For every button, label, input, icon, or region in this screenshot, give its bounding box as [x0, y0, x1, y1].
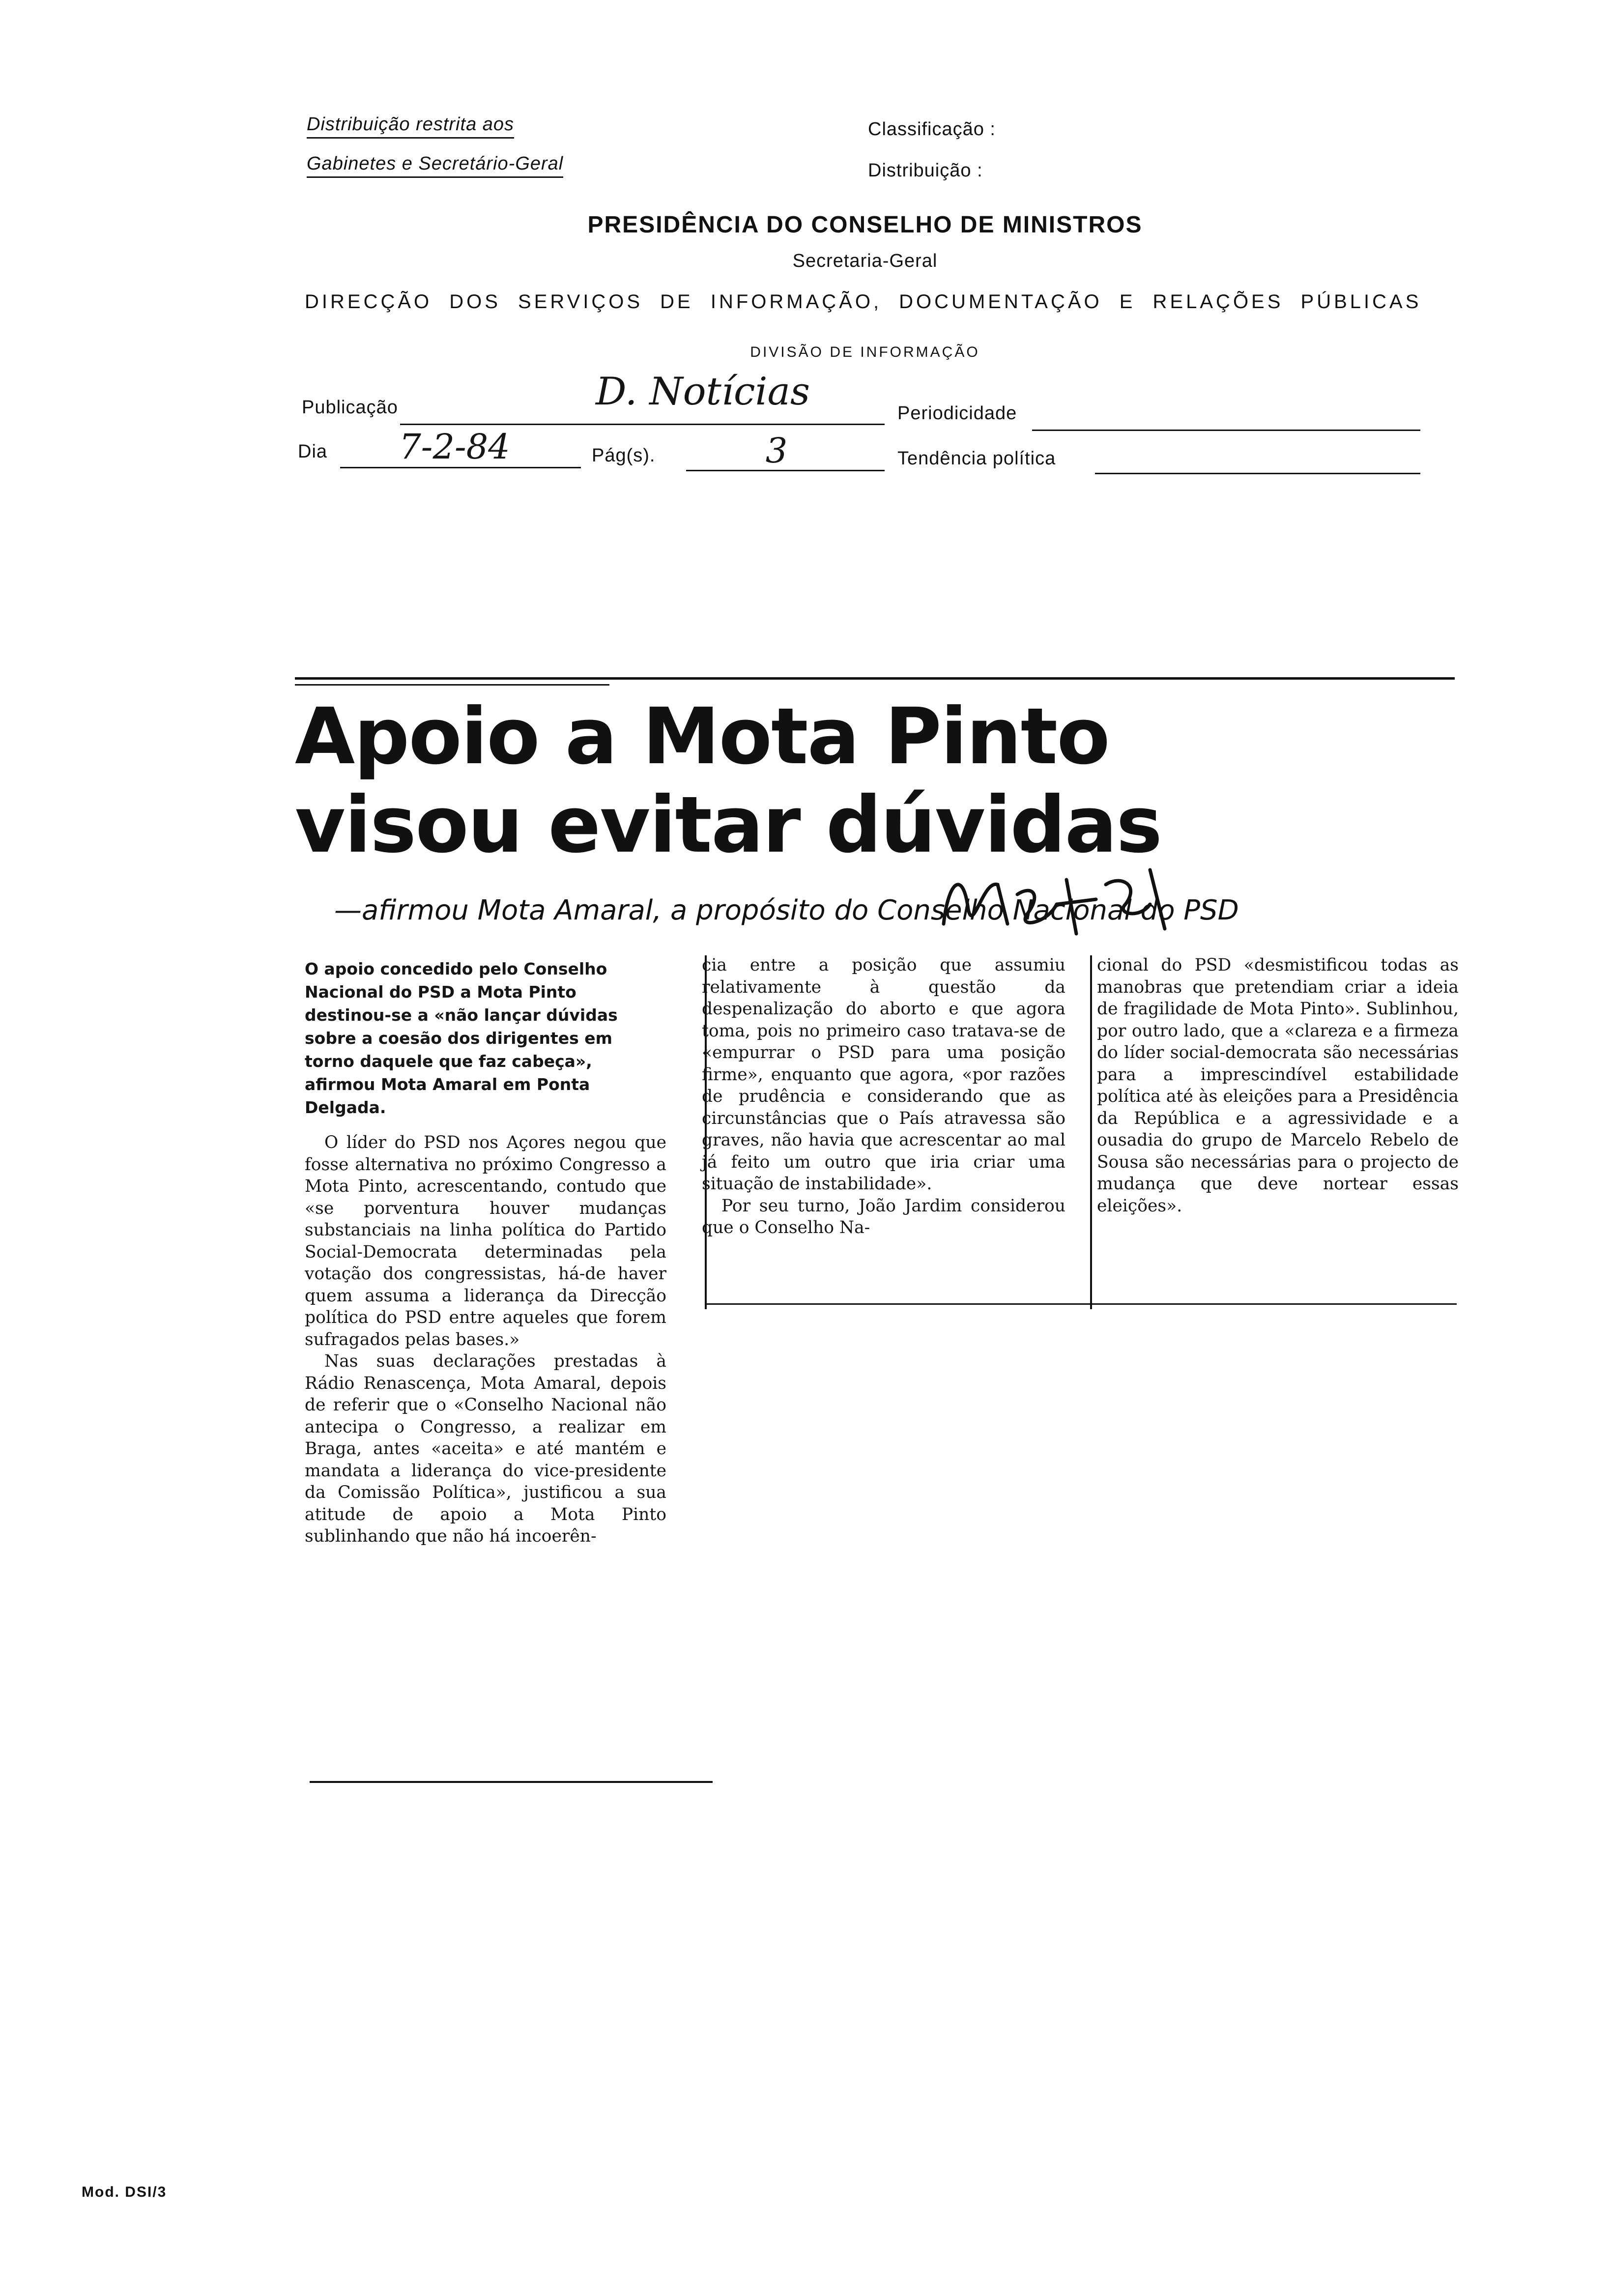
publicacao-label: Publicação	[302, 397, 398, 418]
clipping-middle-rule	[705, 1303, 1457, 1305]
restricted-distribution-line1: Distribuição restrita aos	[307, 114, 514, 139]
column-rule-2	[1090, 955, 1092, 1309]
direccao-servicos: DIRECÇÃO DOS SERVIÇOS DE INFORMAÇÃO, DOCUMENTAÇÃO E RELAÇÕES PÚBLICAS	[305, 291, 1422, 313]
publicacao-handwritten: D. Notícias	[595, 370, 810, 414]
tendencia-label: Tendência política	[897, 448, 1056, 469]
clipping-top-rule	[295, 677, 1455, 680]
article-lead: O apoio concedido pelo Conselho Nacional do PSD a Mota Pinto destinou-se a «não lançar dúvidas sobre a coesão dos dirigentes em torno daquele que faz cabeça», afirmou Mota Amaral em Ponta Delgada.	[305, 959, 618, 1117]
presidencia-heading: PRESIDÊNCIA DO CONSELHO DE MINISTROS	[587, 212, 1143, 238]
tendencia-line	[1095, 473, 1420, 474]
dia-line	[340, 467, 581, 468]
model-code: Mod. DSI/3	[82, 2184, 167, 2200]
restricted-distribution-line2: Gabinetes e Secretário-Geral	[307, 153, 563, 178]
secretaria-geral: Secretaria-Geral	[792, 251, 938, 271]
pags-handwritten: 3	[765, 430, 788, 471]
publicacao-line	[400, 424, 885, 425]
article-deck: —afirmou Mota Amaral, a propósito do Conselho Nacional do PSD	[334, 894, 1239, 926]
periodicidade-label: Periodicidade	[897, 403, 1017, 424]
column-1-paragraph-2: Nas suas declarações prestadas à Rádio Renascença, Mota Amaral, depois de referir que o «Conselho Nacional não antecipa o Congresso, a realizar em Braga, antes «aceita» e até mantém e mandata a liderança do vice-presidente da Comissão Política», justificou a sua atitude de apoio a Mota Pinto sublinhando que não há incoerên-	[305, 1351, 666, 1546]
pags-label: Pág(s).	[592, 445, 656, 466]
headline-line2: visou evitar dúvidas	[295, 780, 1162, 870]
clipping-bottom-rule	[310, 1781, 713, 1783]
periodicidade-line	[1032, 430, 1420, 431]
article-column-1	[305, 957, 666, 1548]
column-2-paragraph-1: cia entre a posição que assumiu relativamente à questão da despenalização do aborto e que agora toma, pois no primeiro caso tratava-se de «empurrar o PSD para uma posição firme», enquanto que agora, «por razões de prudência e considerando que as circunstâncias que o País atravessa são graves, não havia que acrescentar ao mal já feito um outro que iria criar uma situação de instabilidade».	[702, 955, 1065, 1194]
handwritten-annotation-scribble	[934, 850, 1180, 948]
dia-handwritten: 7-2-84	[399, 427, 510, 467]
headline-line1: Apoio a Mota Pinto	[295, 691, 1109, 782]
article-column-2	[702, 954, 1065, 1239]
classificacao-label: Classificação :	[868, 119, 996, 140]
column-2-paragraph-2: Por seu turno, João Jardim considerou que o Conselho Na-	[702, 1196, 1065, 1237]
divisao-informacao: DIVISÃO DE INFORMAÇÃO	[750, 344, 980, 360]
article-column-3	[1097, 954, 1459, 1217]
distribuicao-label: Distribuição :	[868, 160, 983, 181]
clipping-top-rule-inner	[295, 684, 609, 686]
column-3-paragraph-1: cional do PSD «desmistificou todas as manobras que pretendiam criar a ideia de fragilidade de Mota Pinto». Sublinhou, por outro lado, que a «clareza e a firmeza do líder social-democrata são necessárias para a imprescindível estabilidade política até às eleições para a Presidência da República e a agressividade e a ousadia do grupo de Marcelo Rebelo de Sousa são necessárias para o projecto de mudança que deve nortear essas eleições».	[1097, 955, 1459, 1216]
column-1-paragraph-1: O líder do PSD nos Açores negou que fosse alternativa no próximo Congresso a Mota Pinto, acrescentando, contudo que «se porventura houver mudanças substanciais na linha política do Partido Social-Democrata determinadas pela votação dos congressistas, há-de haver quem assuma a liderança da Direcção política do PSD entre aqueles que forem sufragados pelas bases.»	[305, 1133, 666, 1349]
dia-label: Dia	[298, 441, 328, 462]
